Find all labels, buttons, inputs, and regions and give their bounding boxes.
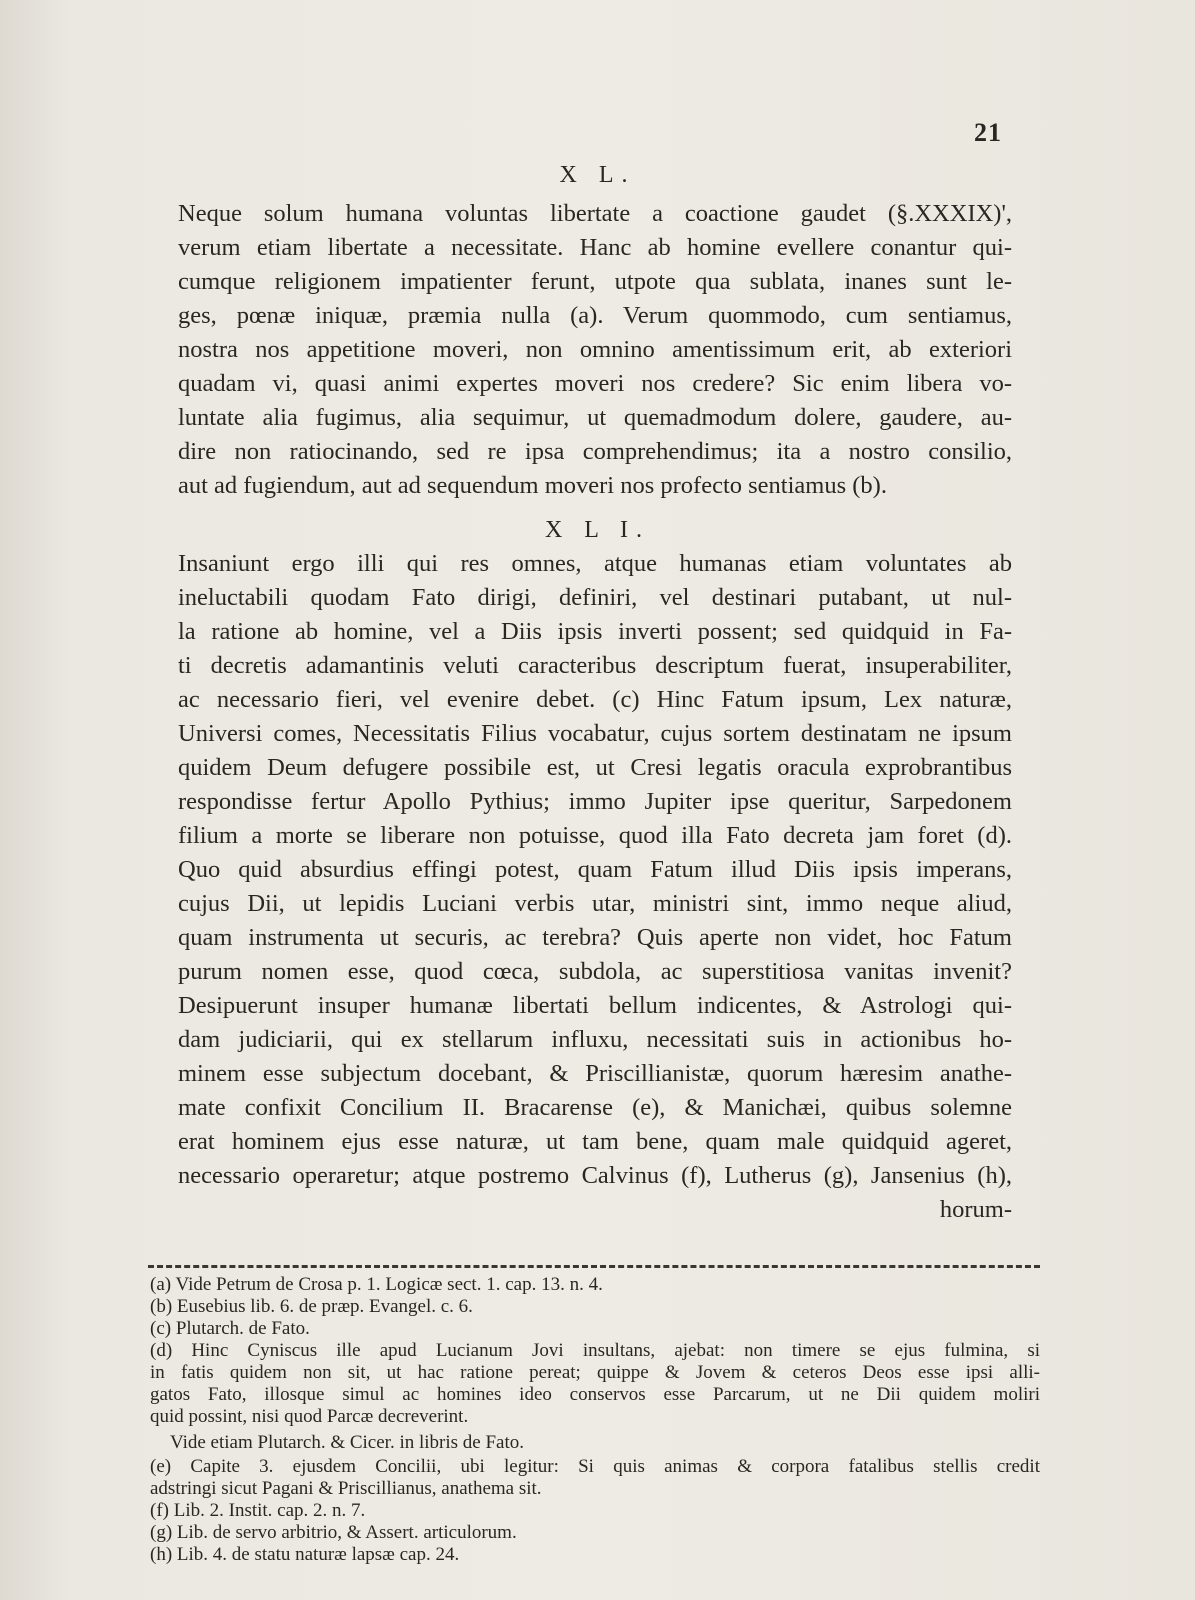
footnote: (a) Vide Petrum de Crosa p. 1. Logicæ sect. 1. cap. 13. n. 4. <box>150 1274 603 1295</box>
footnote: (h) Lib. 4. de statu naturæ lapsæ cap. 24. <box>150 1544 460 1565</box>
text-line: respondisse fertur Apollo Pythius; immo Jupiter ipse queritur, Sarpedonem <box>178 788 1012 815</box>
footnote: (g) Lib. de servo arbitrio, & Assert. articulorum. <box>150 1522 517 1543</box>
text-line: purum nomen esse, quod cœca, subdola, ac superstitiosa vanitas invenit? <box>178 958 1012 985</box>
text-line: dam judiciarii, qui ex stellarum influxu, necessitati suis in actionibus ho- <box>178 1026 1012 1053</box>
text-line: quidem Deum defugere possibile est, ut Cresi legatis oracula exprobrantibus <box>178 754 1012 781</box>
text-line: luntate alia fugimus, alia sequimur, ut quemadmodum dolere, gaudere, au- <box>178 404 1012 431</box>
footnote: gatos Fato, illosque simul ac homines ideo conservos esse Parcarum, ut ne Dii quidem moliri <box>150 1384 1040 1405</box>
footnote: quid possint, nisi quod Parcæ decreverint. <box>150 1406 469 1427</box>
page-number: 21 <box>974 118 1002 147</box>
text-line: ac necessario fieri, vel evenire debet. (c) Hinc Fatum ipsum, Lex naturæ, <box>178 686 1012 713</box>
section-heading: X L. <box>559 162 636 188</box>
text-line: mate confixit Concilium II. Bracarense (e), & Manichæi, quibus solemne <box>178 1094 1012 1121</box>
footnote-divider <box>148 1265 1040 1268</box>
text-line: necessario operaretur; atque postremo Calvinus (f), Lutherus (g), Jansenius (h), <box>178 1162 1012 1189</box>
text-line: Insaniunt ergo illi qui res omnes, atque humanas etiam voluntates ab <box>178 550 1012 577</box>
text-line: cujus Dii, ut lepidis Luciani verbis utar, ministri sint, immo neque aliud, <box>178 890 1012 917</box>
footnote: Vide etiam Plutarch. & Cicer. in libris de Fato. <box>170 1432 524 1453</box>
text-line: Desipuerunt insuper humanæ libertati bellum indicentes, & Astrologi qui- <box>178 992 1012 1019</box>
footnote: (f) Lib. 2. Instit. cap. 2. n. 7. <box>150 1500 366 1521</box>
text-line: cumque religionem impatienter ferunt, utpote qua sublata, inanes sunt le- <box>178 268 1012 295</box>
text-line: ineluctabili quodam Fato dirigi, definiri, vel destinari putabant, ut nul- <box>178 584 1012 611</box>
text-line: minem esse subjectum docebant, & Priscillianistæ, quorum hæresim anathe- <box>178 1060 1012 1087</box>
footnote: in fatis quidem non sit, ut hac ratione pereat; quippe & Jovem & ceteros Deos esse ipsi alli- <box>150 1362 1040 1383</box>
catchword: horum- <box>939 1196 1012 1223</box>
text-line: Neque solum humana voluntas libertate a coactione gaudet (§.XXXIX)', <box>178 200 1012 227</box>
text-line: ges, pœnæ iniquæ, præmia nulla (a). Verum quommodo, cum sentiamus, <box>178 302 1012 329</box>
footnote: adstringi sicut Pagani & Priscillianus, anathema sit. <box>150 1478 542 1499</box>
text-line: erat hominem ejus esse naturæ, ut tam bene, quam male quidquid ageret, <box>178 1128 1012 1155</box>
text-line: dire non ratiocinando, sed re ipsa comprehendimus; ita a nostro consilio, <box>178 438 1012 465</box>
footnote: (e) Capite 3. ejusdem Concilii, ubi legitur: Si quis animas & corpora fatalibus stellis credit <box>150 1456 1040 1477</box>
text-line: filium a morte se liberare non potuisse, quod illa Fato decreta jam foret (d). <box>178 822 1012 849</box>
text-line: ti decretis adamantinis veluti caracteribus descriptum fuerat, insuperabiliter, <box>178 652 1012 679</box>
text-line: Quo quid absurdius effingi potest, quam Fatum illud Diis ipsis imperans, <box>178 856 1012 883</box>
section-heading: X L I. <box>544 517 651 543</box>
text-line: verum etiam libertate a necessitate. Hanc ab homine evellere conantur qui- <box>178 234 1012 261</box>
footnote: (c) Plutarch. de Fato. <box>150 1318 310 1339</box>
text-line: quam instrumenta ut securis, ac terebra? Quis aperte non videt, hoc Fatum <box>178 924 1012 951</box>
text-line: aut ad fugiendum, aut ad sequendum moveri nos profecto sentiamus (b). <box>178 472 887 499</box>
text-line: la ratione ab homine, vel a Diis ipsis inverti possent; sed quidquid in Fa- <box>178 618 1012 645</box>
text-line: Universi comes, Necessitatis Filius vocabatur, cujus sortem destinatam ne ipsum <box>178 720 1012 747</box>
text-line: quadam vi, quasi animi expertes moveri nos credere? Sic enim libera vo- <box>178 370 1012 397</box>
footnote: (d) Hinc Cyniscus ille apud Lucianum Jovi insultans, ajebat: non timere se ejus fulmina, si <box>150 1340 1040 1361</box>
footnote: (b) Eusebius lib. 6. de præp. Evangel. c. 6. <box>150 1296 473 1317</box>
text-line: nostra nos appetitione moveri, non omnino amentissimum erit, ab exteriori <box>178 336 1012 363</box>
